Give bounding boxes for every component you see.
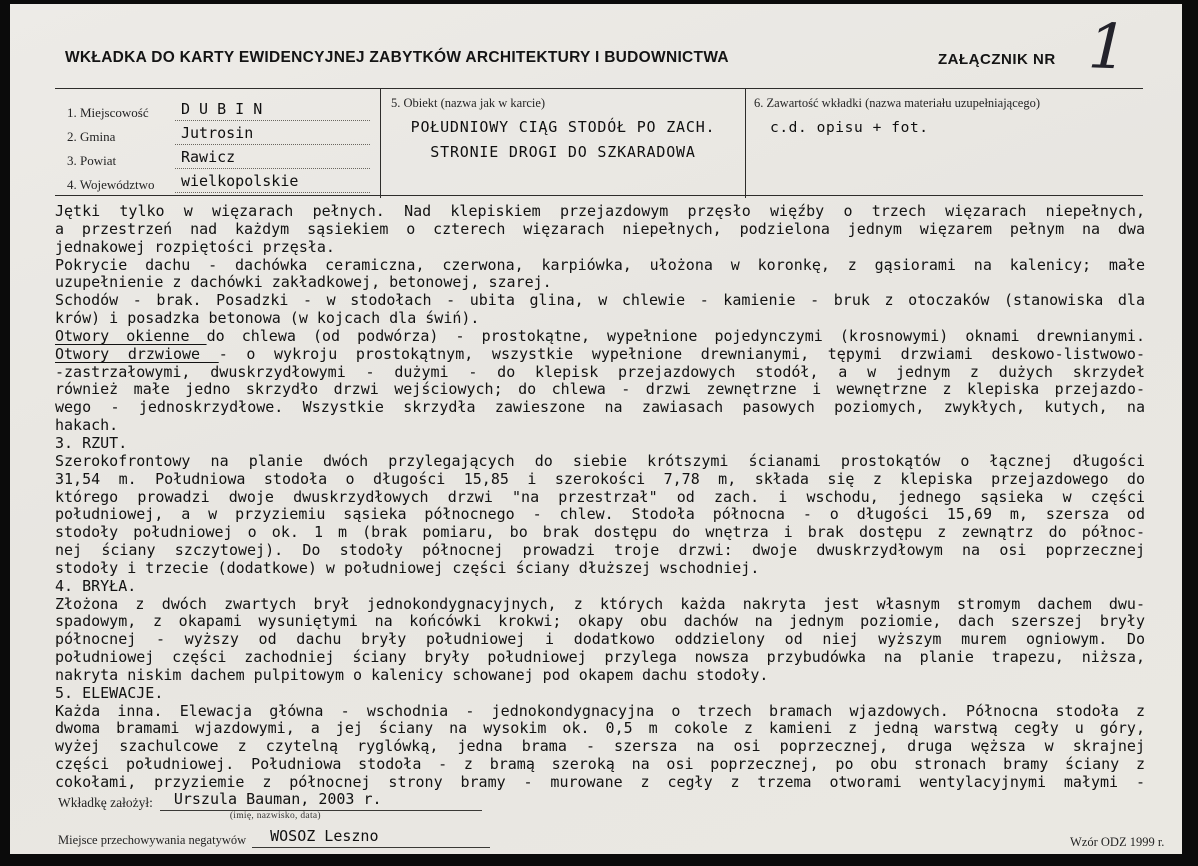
body-line xyxy=(55,703,1145,721)
body-line xyxy=(55,524,1145,542)
field-gmina xyxy=(67,122,370,145)
field-wojewodztwo-value: wielkopolskie xyxy=(181,172,299,190)
author-caption: (imię, nazwisko, data) xyxy=(229,811,321,821)
body-line-text: do chlewa (od podwórza) - prostokątne, wypełnione pojedynczymi (krosnowymi) oknami drewnianymi. xyxy=(206,326,1145,345)
body-line xyxy=(55,738,1145,756)
body-line xyxy=(55,274,1145,292)
field-miejscowosc-value: D U B I N xyxy=(181,100,263,118)
body-line-text: cokołami, przyziemie z północnej strony bramy - murowane z cegły z trzema otworami wentylacyjnymi małymi - xyxy=(55,773,1145,791)
footer-negatives-row xyxy=(58,827,490,848)
body-line-text: nakryta niskim dachem pulpitowym o kalenicy schowanej pod okapem dachu stodoły. xyxy=(55,665,769,684)
document-page xyxy=(10,4,1182,854)
field-miejscowosc-label: 1. Miejscowość xyxy=(67,105,149,120)
body-line xyxy=(55,292,1145,310)
body-line-text: stodoły południowej o ok. 1 m (brak pomiaru, bo brak dostępu do wnętrza i brak dostępu z zewnątrz do północ- xyxy=(55,523,1145,542)
body-line xyxy=(55,631,1145,649)
object-name-line1: POŁUDNIOWY CIĄG STODÓŁ PO ZACH. xyxy=(410,118,716,136)
body-line xyxy=(55,649,1145,667)
body-line xyxy=(55,756,1145,774)
form-code: Wzór ODZ 1999 r. xyxy=(1070,835,1165,849)
body-line-text: spadowym, z okapami wysuniętymi na końcówki krokwi; okapy obu dachów na jednym poziomie, dach szerszej bryły xyxy=(55,612,1145,631)
body-line-text: nej ściany szczytowej). Do stodoły północnej prowadzi troje drzwi: dwoje dwuskrzydłowym na osi poprzecznej xyxy=(55,541,1145,560)
field-powiat-label: 3. Powiat xyxy=(67,153,117,168)
body-line xyxy=(55,364,1145,382)
field-miejscowosc xyxy=(67,98,370,121)
content-field xyxy=(745,89,1143,198)
body-line xyxy=(55,239,1145,257)
attachment-label: ZAŁĄCZNIK NR xyxy=(938,51,1056,68)
body-line xyxy=(55,720,1145,738)
body-line-text: hakach. xyxy=(55,416,119,435)
body-line xyxy=(55,542,1145,560)
field-wojewodztwo-label: 4. Województwo xyxy=(67,177,155,192)
body-line xyxy=(55,667,1145,685)
body-line-text: południowej części zachodniej ściany bryły południowej przylega nowsza przybudówka na planie trapezu, niższa, xyxy=(55,648,1145,667)
body-line xyxy=(55,489,1145,507)
attachment-number-handwritten: 1 xyxy=(1086,9,1129,84)
body-line xyxy=(55,381,1145,399)
body-line xyxy=(55,506,1145,524)
body-line-text: stodoły i trzecie (dodatkowe) w południowej części ściany dłuższej wschodniej. xyxy=(55,558,760,577)
body-line-text: którego prowadzi dwoje dwuskrzydłowych drzwi "na przestrzał" od zach. i wschodu, jednego sąsieka w części xyxy=(55,487,1145,506)
body-line-text: części południowej. Południowa stodoła - z bramą szeroką na osi poprzecznej, po obu stronach bramy ściany z xyxy=(55,755,1145,774)
field-gmina-value: Jutrosin xyxy=(181,124,254,142)
underlined-phrase: Otwory okienne xyxy=(55,326,207,345)
body-line-text: Jętki tylko w więzarach pełnych. Nad klepiskiem przejazdowym przęsło więźby o trzech więzarach niepełnych, xyxy=(55,202,1145,220)
content-field-label: 6. Zawartość wkładki (nazwa materiału uzupełniającego) xyxy=(754,96,1040,110)
underlined-phrase: Otwory drzwiowe xyxy=(55,344,219,363)
body-text xyxy=(55,203,1145,792)
body-line-text: uzupełnienie z dachówki zakładkowej, betonowej, szarej. xyxy=(55,273,552,292)
body-line-text: wyżej szachulcowe z czytelną ryglówką, jedna brama - szersza na osi poprzecznej, druga węższa w skrajnej xyxy=(55,737,1145,756)
body-line-text: południowej, a w przyziemiu sąsieka północnego - chlew. Stodoła północna - o długości 15,69 m, szersza od xyxy=(55,505,1145,524)
body-line xyxy=(55,310,1145,328)
author-value: Urszula Bauman, 2003 r. xyxy=(173,790,382,808)
body-line-text: 5. ELEWACJE. xyxy=(55,683,164,702)
body-line xyxy=(55,328,1145,346)
author-signature-line xyxy=(160,790,482,821)
body-line-text: 31,54 m. Południowa stodoła o długości 15,85 i szerokości 7,78 m, składa się z klepiska przejazdowego do xyxy=(55,469,1145,488)
body-line xyxy=(55,613,1145,631)
field-powiat-value: Rawicz xyxy=(181,148,236,166)
object-name-line2: STRONIE DROGI DO SZKARADOWA xyxy=(430,143,696,161)
form-header-grid xyxy=(55,88,1143,196)
document-title: WKŁADKA DO KARTY EWIDENCYJNEJ ZABYTKÓW ARCHITEKTURY I BUDOWNICTWA xyxy=(65,49,729,66)
body-line-text: dwoma bramami wjazdowymi, a jej ściany na wysokim ok. 0,5 m cokole z kamieni z jedną warstwą cegły u góry, xyxy=(55,719,1145,738)
field-wojewodztwo-line xyxy=(175,173,370,193)
field-gmina-label: 2. Gmina xyxy=(67,129,116,144)
content-field-value: c.d. opisu + fot. xyxy=(770,120,929,136)
negatives-value: WOSOZ Leszno xyxy=(270,827,379,845)
body-line xyxy=(55,257,1145,275)
body-line xyxy=(55,417,1145,435)
body-line-text: 3. RZUT. xyxy=(55,433,128,452)
body-line xyxy=(55,435,1145,453)
body-line xyxy=(55,560,1145,578)
object-field xyxy=(380,89,745,198)
negatives-label: Miejsce przechowywania negatywów xyxy=(58,833,247,847)
body-line xyxy=(55,453,1145,471)
negatives-line xyxy=(252,827,490,848)
body-line-text: 4. BRYŁA. xyxy=(55,576,137,595)
location-fields xyxy=(55,89,380,198)
body-line-text: jednakowej rozpiętości przęsła. xyxy=(55,237,335,256)
field-miejscowosc-line xyxy=(175,101,370,121)
body-line-text: również małe jedno skrzydło drzwi wejściowych; do chlewa - drzwi zewnętrzne i wewnętrzne z klepiska przejazdo- xyxy=(55,380,1145,399)
body-line xyxy=(55,471,1145,489)
body-line-text: północnej - wyższy od dachu bryły południowej i dodatkowo oddzielony od niej wyższym murem ogniowym. Do xyxy=(55,630,1145,649)
body-line-text: Każda inna. Elewacja główna - wschodnia - jednokondygnacyjna o trzech bramach wjazdowych. Północna stodoła z xyxy=(55,701,1145,720)
body-line xyxy=(55,221,1145,239)
body-line-text: Schodów - brak. Posadzki - w stodołach - ubita glina, w chlewie - kamienie - bruk z otoczaków (stanowiska dla xyxy=(55,291,1145,310)
body-line xyxy=(55,346,1145,364)
body-line-text: krów) i posadzka betonowa (w kojcach dla świń). xyxy=(55,309,480,328)
body-line-text: -zastrzałowymi, dwuskrzydłowymi - dużymi - do klepisk przejazdowych stodół, a w jednym z dużych skrzydeł xyxy=(55,362,1145,381)
field-gmina-line xyxy=(175,125,370,145)
body-line-text: Złożona z dwóch zwartych brył jednokondygnacyjnych, z których każda nakryta jest własnym stromym dachem dwu- xyxy=(55,594,1145,613)
body-line xyxy=(55,399,1145,417)
body-line-text: a przestrzeń nad każdym sąsiekiem o czterech więzarach niepełnych, podzielona jednym więzarem pełnym na dwa xyxy=(55,219,1145,238)
body-line xyxy=(55,596,1145,614)
body-line xyxy=(55,578,1145,596)
body-line xyxy=(55,203,1145,221)
body-line-text: - o wykroju prostokątnym, wszystkie wypełnione drewnianymi, tępymi drzwiami deskowo-listwowo- xyxy=(218,344,1145,363)
body-line-text: Pokrycie dachu - dachówka ceramiczna, czerwona, karpiówka, ułożona w koronkę, z gąsiorami na kalenicy; małe xyxy=(55,255,1145,274)
body-line-text: wego - jednoskrzydłowe. Wszystkie skrzydła zawieszone na zawiasach pasowych poziomych, zwykłych, kutych, na xyxy=(55,398,1145,417)
object-field-label: 5. Obiekt (nazwa jak w karcie) xyxy=(391,96,546,110)
field-powiat-line xyxy=(175,149,370,169)
field-powiat xyxy=(67,146,370,169)
field-wojewodztwo xyxy=(67,170,370,193)
author-label: Wkładkę założył: xyxy=(58,795,153,810)
body-line-text: Szerokofrontowy na planie dwóch przylegających do siebie krótszymi ścianami prostokątów o łącznej długości xyxy=(55,451,1145,470)
footer-author-row xyxy=(58,790,482,821)
body-line xyxy=(55,685,1145,703)
